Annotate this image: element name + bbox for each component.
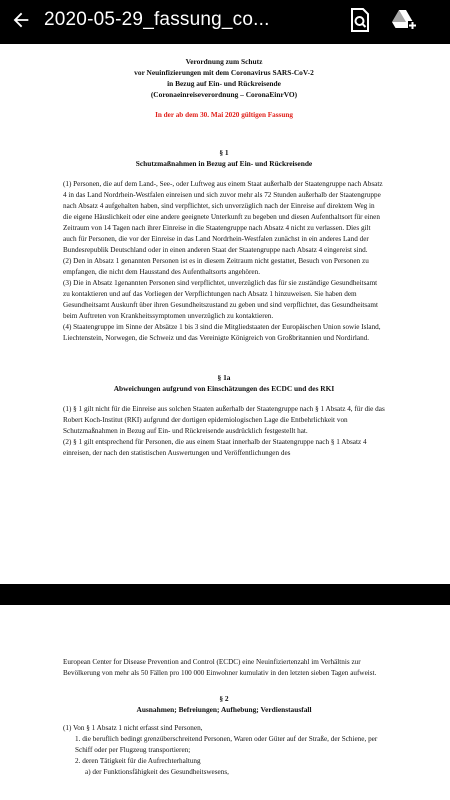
section-number: § 1a (217, 373, 231, 382)
heading-line: (Coronaeinreiseverordnung – CoronaEinrVO) (150, 90, 298, 99)
add-to-drive-button[interactable] (386, 2, 422, 38)
page-2-content (63, 657, 385, 778)
validity-note: In der ab dem 30. Mai 2020 gültigen Fassung (155, 111, 293, 119)
paragraph: (1) Von § 1 Absatz 1 nicht erfasst sind Personen, (63, 724, 203, 732)
section-title: Abweichungen aufgrund von Einschätzungen des ECDC und des RKI (113, 384, 335, 393)
section-number: § 2 (219, 694, 229, 703)
paragraph: (4) Staatengruppe im Sinne der Absätze 1 bis 3 sind die Mitgliedstaaten der Europäischen Union sowie Island, Liechtenstein, Norwegen, die Schweiz und das Vereinigte Königreich von Großbritannien und Nordirland. (63, 323, 381, 342)
document-title: 2020-05-29_fassung_co... (44, 9, 270, 30)
document-page-1 (0, 44, 450, 584)
section-2 (63, 693, 385, 778)
paragraph: (1) Personen, die auf dem Land-, See-, oder Luftweg aus einem Staat außerhalb der Staatengruppe nach Absatz 4 in das Land Nordrhein-Westfalen einreisen und sich zuvor mehr als 72 Stunden außerhalb der Staatengruppe nach Absatz 4 aufgehalten haben, sind verpflichtet, sich unverzüglich nach der Einreise auf direktem Weg in die eigene Häuslichkeit oder eine andere geeignete Unterkunft zu begeben und diesen Aufenthaltsort für einen Zeitraum von 14 Tagen nach ihrer Einreise in die Staatengruppe nach Absatz 4 nicht zu verlassen. Dies gilt auch für Personen, die vor der Einreise in das Land Nordrhein-Westfalen zunächst in ein anderes Land der Bundesrepublik Deutschland oder in einen anderen Staat der Staatengruppe nach Absatz 4 eingereist sind. (63, 180, 383, 254)
paragraph: (2) Den in Absatz 1 genannten Personen ist es in diesem Zeitraum nicht gestattet, Besuch von Personen zu empfangen, die nicht dem Hausstand des Aufenthaltsorts angehören. (63, 257, 369, 276)
section-title: Ausnahmen; Befreiungen; Aufhebung; Verdienstausfall (136, 705, 312, 714)
section-number: § 1 (219, 148, 229, 157)
paragraph-continuation: European Center for Disease Prevention and Control (ECDC) eine Neuinfiziertenzahl im Verhältnis zur Bevölkerung von mehr als 50 Fällen pro 100 000 Einwohner kumulativ in den letzten sieben Tagen aufweist. (63, 658, 377, 677)
paragraph: (2) § 1 gilt entsprechend für Personen, die aus einem Staat innerhalb der Staatengruppe nach § 1 Absatz 4 einreisen, der nach den statistischen Auswertungen und Veröffentlichungen des (63, 438, 367, 457)
list-item: 1. die beruflich bedingt grenzüberschreitend Personen, Waren oder Güter auf der Straße, der Schiene, per Schiff oder per Flugzeug transportieren; (75, 735, 378, 754)
heading-line: Verordnung zum Schutz (185, 57, 263, 66)
page-1-content (63, 56, 385, 459)
add-to-drive-icon (391, 8, 417, 32)
back-button[interactable] (4, 3, 38, 37)
section-1a (63, 372, 385, 459)
paragraph: (3) Die in Absatz 1genannten Personen sind verpflichtet, unverzüglich das für sie zuständige Gesundheitsamt zu kontaktieren und auf das Vorliegen der Verpflichtungen nach Absatz 1 hinzuweisen. Sie haben dem Gesundheitsamt Auskunft über ihren Gesundheitszustand zu geben und sind verpflichtet, das Gesundheitsamt beim Auftreten von Krankheitssymptomen unverzüglich zu kontaktieren. (63, 279, 378, 320)
paragraph: (1) § 1 gilt nicht für die Einreise aus solchen Staaten außerhalb der Staatengruppe nach § 1 Absatz 4, für die das Robert Koch-Institut (RKI) aufgrund der dortigen epidemiologischen Lage die Entbehrlichkeit von Schutzmaßnahmen in Bezug auf Ein- und Rückreisende ausdrücklich festgestellt hat. (63, 405, 385, 435)
ordinance-heading (63, 56, 385, 100)
search-button[interactable] (342, 2, 378, 38)
list-subitem: a) der Funktionsfähigkeit des Gesundheitswesens, (85, 768, 229, 776)
list-item: 2. deren Tätigkeit für die Aufrechterhaltung (75, 757, 201, 765)
app-toolbar (0, 0, 450, 40)
search-doc-icon (349, 8, 371, 32)
arrow-left-icon (10, 9, 32, 31)
heading-line: in Bezug auf Ein- und Rückreisende (167, 79, 281, 88)
heading-line: vor Neuinfizierungen mit dem Coronavirus SARS-CoV-2 (134, 68, 314, 77)
section-1 (63, 147, 385, 344)
section-title: Schutzmaßnahmen in Bezug auf Ein- und Rückreisende (135, 159, 313, 168)
document-page-2 (0, 605, 450, 800)
